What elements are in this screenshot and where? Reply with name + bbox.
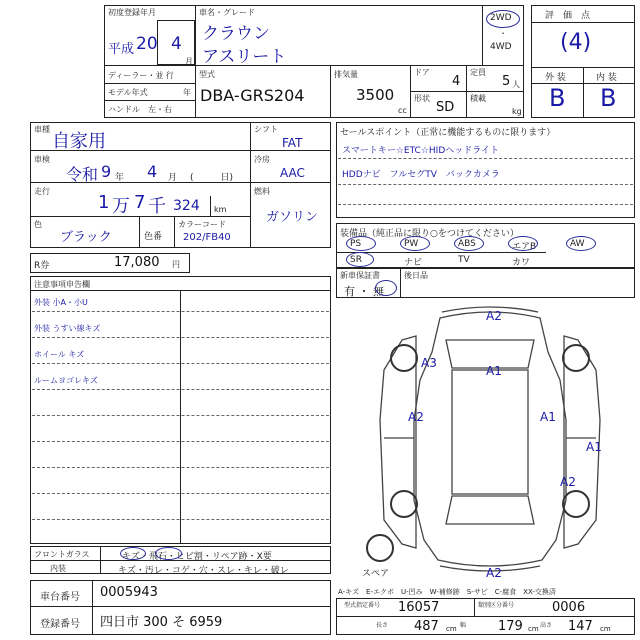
notes-label: 注意事項申告欄	[34, 280, 90, 289]
drive-2wd: 2WD	[490, 13, 512, 23]
length-label: 長さ	[376, 622, 389, 629]
model-label: 型式	[199, 70, 215, 79]
displacement-label: 排気量	[334, 70, 358, 79]
mileage-sen: 7	[134, 192, 146, 213]
month-unit: 月	[185, 57, 193, 66]
insp-era: 令和	[66, 165, 99, 184]
ac: AAC	[280, 166, 305, 180]
yen-unit: 円	[172, 260, 180, 269]
sales-line-2: HDDナビ フルセグTV バックカメラ	[342, 170, 500, 180]
capacity-label: 定員	[470, 68, 486, 77]
damage-mark: A1	[586, 440, 602, 454]
shape-label: 形状	[414, 94, 430, 103]
equipment-item: ABS	[458, 239, 476, 249]
equipment-item: PW	[404, 239, 419, 249]
back-label: 後日品	[404, 271, 428, 280]
era: 平成	[108, 42, 135, 57]
model-year-unit: 年	[183, 88, 191, 97]
model-year-label: モデル年式	[108, 88, 148, 97]
interior-text: キズ・汚レ・コゲ・穴・スレ・キレ・破レ	[118, 566, 289, 576]
use-label: 車種	[34, 125, 50, 134]
car-name-label: 車名・グレード	[199, 8, 255, 17]
color-code-label: カラーコード	[178, 220, 226, 229]
wheel-rl	[391, 491, 417, 517]
mileage-rest: 324	[173, 198, 200, 214]
door-label: ドア	[414, 68, 430, 77]
sales-points-label: セールスポイント（正常に機能するものに限ります）	[340, 128, 556, 138]
wheel-fl	[391, 345, 417, 371]
damage-mark: A1	[540, 410, 556, 424]
type-cert-label: 型式指定番号	[344, 602, 381, 609]
type-cert: 16057	[398, 600, 440, 615]
exterior-label: 外 装	[545, 73, 566, 83]
damage-mark: A2	[486, 566, 502, 580]
warranty: 有 ・ 無	[344, 285, 384, 298]
equipment-item: AW	[570, 239, 585, 249]
mileage-label: 走行	[34, 187, 50, 196]
interior-grade: B	[600, 84, 617, 112]
spare-label: スペア	[362, 569, 390, 579]
recycle: 17,080	[114, 255, 160, 270]
note-line-3: ホイール キズ	[34, 350, 85, 359]
interior-label: 内 装	[596, 73, 617, 83]
class-no: 0006	[552, 600, 586, 615]
spare-wheel	[367, 535, 393, 561]
interior-label: 内装	[50, 564, 66, 573]
wheel-rr	[563, 491, 589, 517]
damage-mark: A2	[486, 309, 502, 323]
chassis: 0005943	[100, 585, 158, 600]
use: 自家用	[52, 131, 106, 152]
height-unit: cm	[600, 625, 611, 633]
ac-label: 冷房	[254, 155, 270, 164]
drive-4wd: 4WD	[490, 42, 512, 52]
note-line-2: 外装 うすい線キズ	[34, 324, 101, 333]
equipment-item: SR	[350, 255, 362, 265]
exterior-grade: B	[549, 84, 566, 112]
sales-line-1: スマートキー☆ETC☆HIDヘッドライト	[342, 146, 499, 156]
height-label: 高さ	[540, 622, 553, 629]
insp-month: 4	[147, 162, 158, 181]
score: (4)	[560, 30, 592, 55]
equipment-item: エアB	[512, 242, 537, 252]
class-label: 類別区分番号	[478, 602, 515, 609]
width-unit: cm	[528, 625, 539, 633]
load-label: 積載	[470, 94, 486, 103]
fuel: ガソリン	[266, 210, 319, 225]
equipment-item: カワ	[512, 258, 531, 268]
reg-label: 登録番号	[40, 619, 80, 630]
inspection-label: 車検	[34, 155, 50, 164]
capacity: 5	[502, 74, 511, 89]
reg-month: 4	[171, 34, 182, 54]
length-unit: cm	[446, 625, 457, 633]
color-label: 色	[34, 220, 42, 229]
model: DBA-GRS204	[200, 86, 305, 105]
insp-day: ( 日)	[190, 173, 234, 183]
glass-label: フロントガラス	[34, 550, 90, 559]
color-no-label: 色番	[144, 232, 163, 242]
rear-window	[446, 496, 534, 524]
damage-mark: A2	[560, 475, 576, 489]
car-name: クラウン	[202, 24, 270, 44]
color-code: 202/FB40	[183, 232, 231, 243]
note-line-4: ルームヨゴレキズ	[34, 376, 98, 385]
damage-mark: A2	[408, 410, 424, 424]
equipment-item: TV	[458, 255, 470, 265]
width: 179	[498, 619, 523, 634]
insp-month-unit: 月	[168, 173, 178, 183]
sen-unit: 千	[148, 196, 166, 217]
handle-label: ハンドル 左・右	[108, 105, 172, 114]
damage-mark: A3	[421, 356, 437, 370]
reg-year: 20	[136, 34, 158, 54]
mileage-man: 1	[98, 192, 110, 213]
grade: アスリート	[202, 47, 287, 67]
wheel-fr	[563, 345, 589, 371]
first-reg-label: 初度登録年月	[108, 8, 156, 17]
car-body-outline	[414, 312, 566, 566]
man-unit: 万	[112, 196, 130, 217]
insp-year-unit: 年	[115, 173, 125, 183]
chassis-label: 車台番号	[40, 592, 80, 603]
height: 147	[568, 619, 593, 634]
shift: FAT	[282, 136, 303, 150]
width-label: 幅	[460, 622, 467, 629]
capacity-unit: 人	[512, 80, 520, 89]
shape: SD	[436, 100, 455, 115]
doors: 4	[452, 74, 461, 89]
warranty-label: 新車保証書	[340, 271, 380, 280]
shift-label: シフト	[254, 125, 278, 134]
score-label: 評 価 点	[545, 11, 591, 21]
note-line-1: 外装 小A・小U	[34, 298, 88, 307]
registration: 四日市 300 そ 6959	[100, 615, 223, 630]
insp-year: 9	[101, 162, 112, 181]
legend: A-キズ E-エクボ U-凹み W-補修跡 S-サビ C-腐食 XX-交換済	[338, 588, 556, 596]
km-unit: km	[214, 205, 227, 214]
roof	[452, 370, 528, 494]
glass-text: キズ・飛石・ヒビ割・リペア跡・X要	[122, 552, 272, 562]
damage-mark: A1	[486, 364, 502, 378]
recycle-label: R券	[34, 261, 50, 271]
dealer-label: ディーラー・並 行	[108, 71, 174, 80]
drive-dot: ・	[499, 29, 507, 38]
cc-unit: cc	[398, 106, 407, 115]
equipment-item: ナビ	[404, 258, 423, 268]
kg-unit: kg	[512, 107, 522, 116]
equipment-label: 装備品（純正品に限り○をつけてください）	[340, 229, 519, 239]
equipment-item: PS	[350, 239, 362, 249]
color: ブラック	[60, 230, 112, 245]
fuel-label: 燃料	[254, 187, 270, 196]
length: 487	[414, 619, 439, 634]
displacement: 3500	[356, 86, 395, 104]
